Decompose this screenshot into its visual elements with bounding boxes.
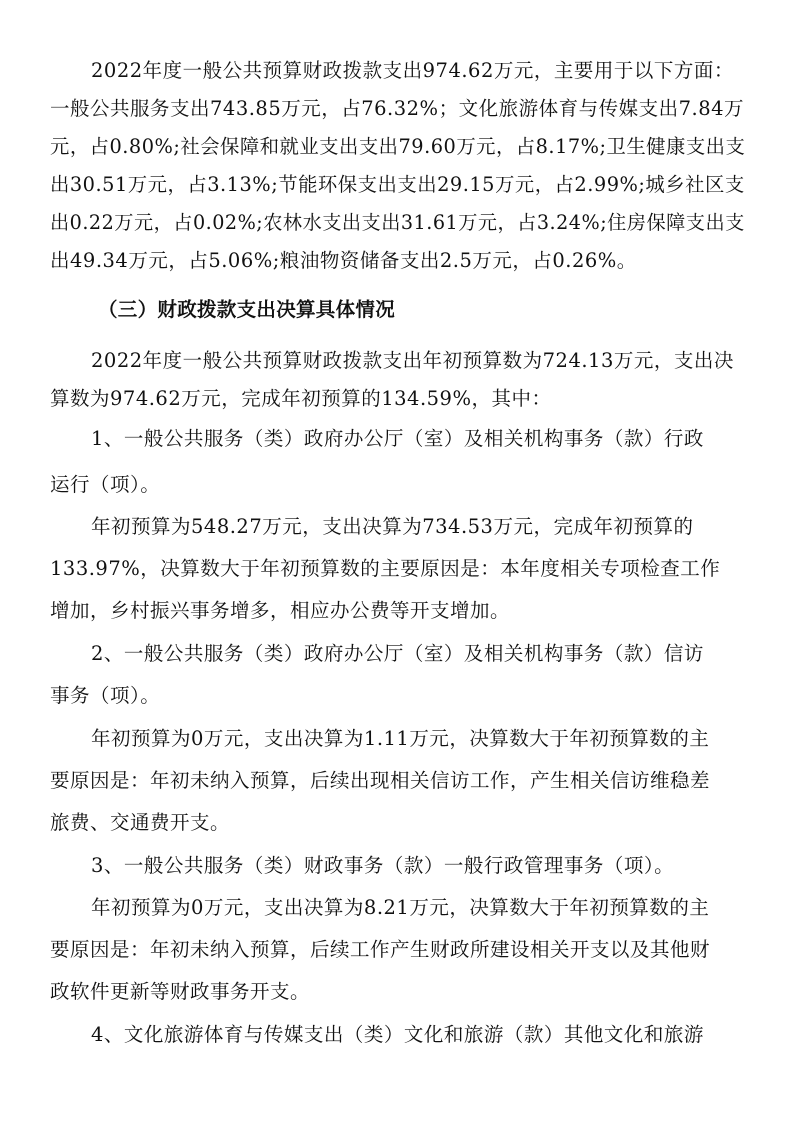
paragraph-line: 3、一般公共服务（类）财政事务（款）一般行政管理事务（项）。 bbox=[91, 854, 675, 877]
section-heading: （三）财政拨款支出决算具体情况 bbox=[98, 298, 396, 321]
paragraph-line: 运行（项）。 bbox=[50, 473, 161, 496]
paragraph-line: 年初预算为0万元，支出决算为1.11万元，决算数大于年初预算数的主 bbox=[91, 727, 710, 750]
paragraph-line: 2022年度一般公共预算财政拨款支出年初预算数为724.13万元，支出决 bbox=[91, 349, 734, 372]
paragraph-line: 年初预算为0万元，支出决算为8.21万元，决算数大于年初预算数的主 bbox=[91, 896, 710, 919]
paragraph-line: 一般公共服务支出743.85万元，占76.32%；文化旅游体育与传媒支出7.84万 bbox=[50, 97, 745, 120]
paragraph-line: 出0.22万元，占0.02%;农林水支出支出31.61万元，占3.24%;住房保障支出支 bbox=[50, 211, 745, 234]
paragraph-line: 2022年度一般公共预算财政拨款支出974.62万元，主要用于以下方面： bbox=[91, 59, 734, 82]
paragraph-line: 133.97%，决算数大于年初预算数的主要原因是：本年度相关专项检查工作 bbox=[50, 557, 721, 580]
paragraph-line: 旅费、交通费开支。 bbox=[50, 811, 231, 834]
paragraph-line: 要原因是：年初未纳入预算，后续工作产生财政所建设相关开支以及其他财 bbox=[50, 938, 711, 961]
paragraph-line: 2、一般公共服务（类）政府办公厅（室）及相关机构事务（款）信访 bbox=[91, 642, 704, 665]
paragraph-line: 4、文化旅游体育与传媒支出（类）文化和旅游（款）其他文化和旅游 bbox=[91, 1023, 704, 1046]
paragraph-line: 1、一般公共服务（类）政府办公厅（室）及相关机构事务（款）行政 bbox=[91, 427, 704, 450]
paragraph-line: 事务（项）。 bbox=[50, 684, 161, 707]
paragraph-line: 要原因是：年初未纳入预算，后续出现相关信访工作，产生相关信访维稳差 bbox=[50, 769, 711, 792]
paragraph-line: 政软件更新等财政事务开支。 bbox=[50, 980, 311, 1003]
paragraph-line: 出30.51万元，占3.13%;节能环保支出支出29.15万元，占2.99%;城乡社区支 bbox=[50, 173, 745, 196]
paragraph-line: 增加，乡村振兴事务增多，相应办公费等开支增加。 bbox=[50, 599, 511, 622]
paragraph-line: 元，占0.80%;社会保障和就业支出支出79.60万元，占8.17%;卫生健康支出支 bbox=[50, 135, 746, 158]
paragraph-line: 出49.34万元，占5.06%;粮油物资储备支出2.5万元，占0.26%。 bbox=[50, 249, 637, 272]
paragraph-line: 算数为974.62万元，完成年初预算的134.59%，其中： bbox=[50, 387, 552, 410]
paragraph-line: 年初预算为548.27万元，支出决算为734.53万元，完成年初预算的 bbox=[91, 515, 694, 538]
